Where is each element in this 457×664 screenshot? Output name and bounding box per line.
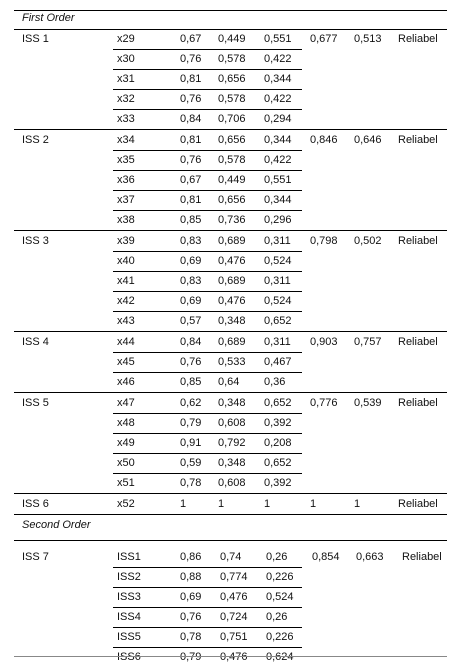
error-variance-value: 0,652 <box>264 457 292 469</box>
error-variance-value: 0,467 <box>264 356 292 368</box>
first-order-heading: First Order <box>22 12 75 24</box>
indicator-label: x43 <box>117 315 135 327</box>
squared-loading-value: 0,608 <box>218 417 246 429</box>
row-divider <box>113 251 302 252</box>
squared-loading-value: 0,724 <box>220 611 248 623</box>
error-variance-value: 0,208 <box>264 437 292 449</box>
top-border <box>14 10 447 11</box>
loading-value: 1 <box>180 498 187 510</box>
reliability-status: Reliabel <box>402 551 442 563</box>
group-divider <box>14 493 447 494</box>
loading-value: 0,76 <box>180 53 202 65</box>
indicator-label: ISS2 <box>117 571 141 583</box>
indicator-label: ISS1 <box>117 551 141 563</box>
reliability-status: Reliabel <box>398 33 438 45</box>
row-divider <box>113 69 302 70</box>
squared-loading-value: 0,689 <box>218 235 246 247</box>
row-divider <box>113 89 302 90</box>
reliability-status: Reliabel <box>398 134 438 146</box>
indicator-label: x31 <box>117 73 135 85</box>
indicator-label: x42 <box>117 295 135 307</box>
group-divider <box>14 129 447 130</box>
error-variance-value: 0,422 <box>264 53 292 65</box>
ave-value: 0,502 <box>354 235 382 247</box>
loading-value: 0,84 <box>180 113 202 125</box>
error-variance-value: 0,344 <box>264 134 292 146</box>
loading-value: 0,85 <box>180 376 202 388</box>
error-variance-value: 0,422 <box>264 93 292 105</box>
error-variance-value: 1 <box>264 498 271 510</box>
error-variance-value: 0,26 <box>266 551 288 563</box>
loading-value: 0,81 <box>180 73 202 85</box>
indicator-label: x40 <box>117 255 135 267</box>
loading-value: 0,59 <box>180 457 202 469</box>
composite-reliability-value: 0,846 <box>310 134 338 146</box>
indicator-label: x34 <box>117 134 135 146</box>
error-variance-value: 0,344 <box>264 194 292 206</box>
indicator-label: x45 <box>117 356 135 368</box>
indicator-label: x33 <box>117 113 135 125</box>
squared-loading-value: 0,774 <box>220 571 248 583</box>
indicator-label: x47 <box>117 397 135 409</box>
second-order-heading: Second Order <box>22 519 91 531</box>
indicator-label: x39 <box>117 235 135 247</box>
squared-loading-value: 0,608 <box>218 477 246 489</box>
squared-loading-value: 0,736 <box>218 214 246 226</box>
row-divider <box>113 190 302 191</box>
indicator-label: x46 <box>117 376 135 388</box>
error-variance-value: 0,311 <box>264 235 291 247</box>
reliability-status: Reliabel <box>398 498 438 510</box>
squared-loading-value: 0,578 <box>218 93 246 105</box>
construct-label: ISS 3 <box>22 235 49 247</box>
error-variance-value: 0,26 <box>266 611 288 623</box>
loading-value: 0,76 <box>180 356 202 368</box>
indicator-label: x32 <box>117 93 135 105</box>
indicator-label: x38 <box>117 214 135 226</box>
loading-value: 0,86 <box>180 551 202 563</box>
squared-loading-value: 1 <box>218 498 225 510</box>
squared-loading-value: 0,476 <box>220 651 248 663</box>
loading-value: 0,69 <box>180 591 202 603</box>
composite-reliability-value: 0,776 <box>310 397 338 409</box>
construct-label: ISS 7 <box>22 551 49 563</box>
indicator-label: x37 <box>117 194 135 206</box>
squared-loading-value: 0,578 <box>218 53 246 65</box>
reliability-status: Reliabel <box>398 336 438 348</box>
row-divider <box>113 109 302 110</box>
squared-loading-value: 0,348 <box>218 397 246 409</box>
error-variance-value: 0,311 <box>264 336 291 348</box>
squared-loading-value: 0,348 <box>218 315 246 327</box>
row-divider <box>113 627 302 628</box>
construct-label: ISS 5 <box>22 397 49 409</box>
error-variance-value: 0,36 <box>264 376 286 388</box>
squared-loading-value: 0,751 <box>220 631 248 643</box>
error-variance-value: 0,524 <box>264 255 292 267</box>
error-variance-value: 0,294 <box>264 113 292 125</box>
error-variance-value: 0,551 <box>264 174 292 186</box>
ave-value: 0,663 <box>356 551 384 563</box>
composite-reliability-value: 0,798 <box>310 235 338 247</box>
error-variance-value: 0,344 <box>264 73 292 85</box>
squared-loading-value: 0,689 <box>218 336 246 348</box>
indicator-label: x36 <box>117 174 135 186</box>
ave-value: 0,646 <box>354 134 382 146</box>
row-divider <box>113 587 302 588</box>
loading-value: 0,78 <box>180 631 202 643</box>
indicator-label: x41 <box>117 275 135 287</box>
loading-value: 0,79 <box>180 417 202 429</box>
row-divider <box>113 372 302 373</box>
row-divider <box>113 291 302 292</box>
error-variance-value: 0,226 <box>266 631 294 643</box>
group-divider <box>14 514 447 515</box>
reliability-status: Reliabel <box>398 397 438 409</box>
row-divider <box>113 150 302 151</box>
row-divider <box>113 473 302 474</box>
row-divider <box>113 433 302 434</box>
ave-value: 0,757 <box>354 336 382 348</box>
row-divider <box>113 413 302 414</box>
error-variance-value: 0,624 <box>266 651 294 663</box>
bottom-border <box>14 656 447 657</box>
loading-value: 0,81 <box>180 194 202 206</box>
squared-loading-value: 0,656 <box>218 134 246 146</box>
row-divider <box>113 607 302 608</box>
construct-label: ISS 2 <box>22 134 49 146</box>
squared-loading-value: 0,449 <box>218 33 246 45</box>
group-divider <box>14 392 447 393</box>
row-divider <box>113 311 302 312</box>
error-variance-value: 0,392 <box>264 417 292 429</box>
row-divider <box>113 271 302 272</box>
error-variance-value: 0,392 <box>264 477 292 489</box>
loading-value: 0,76 <box>180 154 202 166</box>
indicator-label: x51 <box>117 477 135 489</box>
row-divider <box>113 210 302 211</box>
loading-value: 0,83 <box>180 275 202 287</box>
row-divider <box>113 453 302 454</box>
loading-value: 0,78 <box>180 477 202 489</box>
construct-label: ISS 4 <box>22 336 49 348</box>
error-variance-value: 0,652 <box>264 397 292 409</box>
error-variance-value: 0,524 <box>264 295 292 307</box>
second-order-underline <box>14 540 447 541</box>
loading-value: 0,91 <box>180 437 202 449</box>
loading-value: 0,83 <box>180 235 202 247</box>
group-divider <box>14 230 447 231</box>
row-divider <box>113 352 302 353</box>
loading-value: 0,76 <box>180 611 202 623</box>
squared-loading-value: 0,476 <box>218 295 246 307</box>
error-variance-value: 0,524 <box>266 591 294 603</box>
indicator-label: x50 <box>117 457 135 469</box>
indicator-label: ISS5 <box>117 631 141 643</box>
loading-value: 0,85 <box>180 214 202 226</box>
indicator-label: ISS4 <box>117 611 141 623</box>
indicator-label: x30 <box>117 53 135 65</box>
composite-reliability-value: 1 <box>310 498 317 510</box>
indicator-label: ISS6 <box>117 651 141 663</box>
squared-loading-value: 0,476 <box>220 591 248 603</box>
squared-loading-value: 0,64 <box>218 376 240 388</box>
error-variance-value: 0,311 <box>264 275 291 287</box>
row-divider <box>113 49 302 50</box>
heading-underline <box>14 29 447 30</box>
loading-value: 0,67 <box>180 33 202 45</box>
loading-value: 0,67 <box>180 174 202 186</box>
ave-value: 0,513 <box>354 33 382 45</box>
loading-value: 0,76 <box>180 93 202 105</box>
error-variance-value: 0,551 <box>264 33 292 45</box>
row-divider <box>113 647 302 648</box>
ave-value: 0,539 <box>354 397 382 409</box>
indicator-label: ISS3 <box>117 591 141 603</box>
indicator-label: x44 <box>117 336 135 348</box>
indicator-label: x29 <box>117 33 135 45</box>
squared-loading-value: 0,533 <box>218 356 246 368</box>
loading-value: 0,69 <box>180 255 202 267</box>
construct-label: ISS 6 <box>22 498 49 510</box>
row-divider <box>113 567 302 568</box>
squared-loading-value: 0,689 <box>218 275 246 287</box>
error-variance-value: 0,422 <box>264 154 292 166</box>
construct-label: ISS 1 <box>22 33 49 45</box>
row-divider <box>113 170 302 171</box>
loading-value: 0,62 <box>180 397 202 409</box>
loading-value: 0,81 <box>180 134 202 146</box>
reliability-status: Reliabel <box>398 235 438 247</box>
squared-loading-value: 0,578 <box>218 154 246 166</box>
group-divider <box>14 331 447 332</box>
composite-reliability-value: 0,854 <box>312 551 340 563</box>
composite-reliability-value: 0,677 <box>310 33 338 45</box>
error-variance-value: 0,652 <box>264 315 292 327</box>
error-variance-value: 0,226 <box>266 571 294 583</box>
indicator-label: x49 <box>117 437 135 449</box>
squared-loading-value: 0,792 <box>218 437 246 449</box>
composite-reliability-value: 0,903 <box>310 336 338 348</box>
error-variance-value: 0,296 <box>264 214 292 226</box>
loading-value: 0,88 <box>180 571 202 583</box>
indicator-label: x52 <box>117 498 135 510</box>
squared-loading-value: 0,348 <box>218 457 246 469</box>
squared-loading-value: 0,476 <box>218 255 246 267</box>
squared-loading-value: 0,656 <box>218 73 246 85</box>
loading-value: 0,79 <box>180 651 202 663</box>
squared-loading-value: 0,74 <box>220 551 242 563</box>
squared-loading-value: 0,656 <box>218 194 246 206</box>
loading-value: 0,57 <box>180 315 202 327</box>
indicator-label: x48 <box>117 417 135 429</box>
ave-value: 1 <box>354 498 361 510</box>
squared-loading-value: 0,449 <box>218 174 246 186</box>
squared-loading-value: 0,706 <box>218 113 246 125</box>
loading-value: 0,69 <box>180 295 202 307</box>
indicator-label: x35 <box>117 154 135 166</box>
loading-value: 0,84 <box>180 336 202 348</box>
